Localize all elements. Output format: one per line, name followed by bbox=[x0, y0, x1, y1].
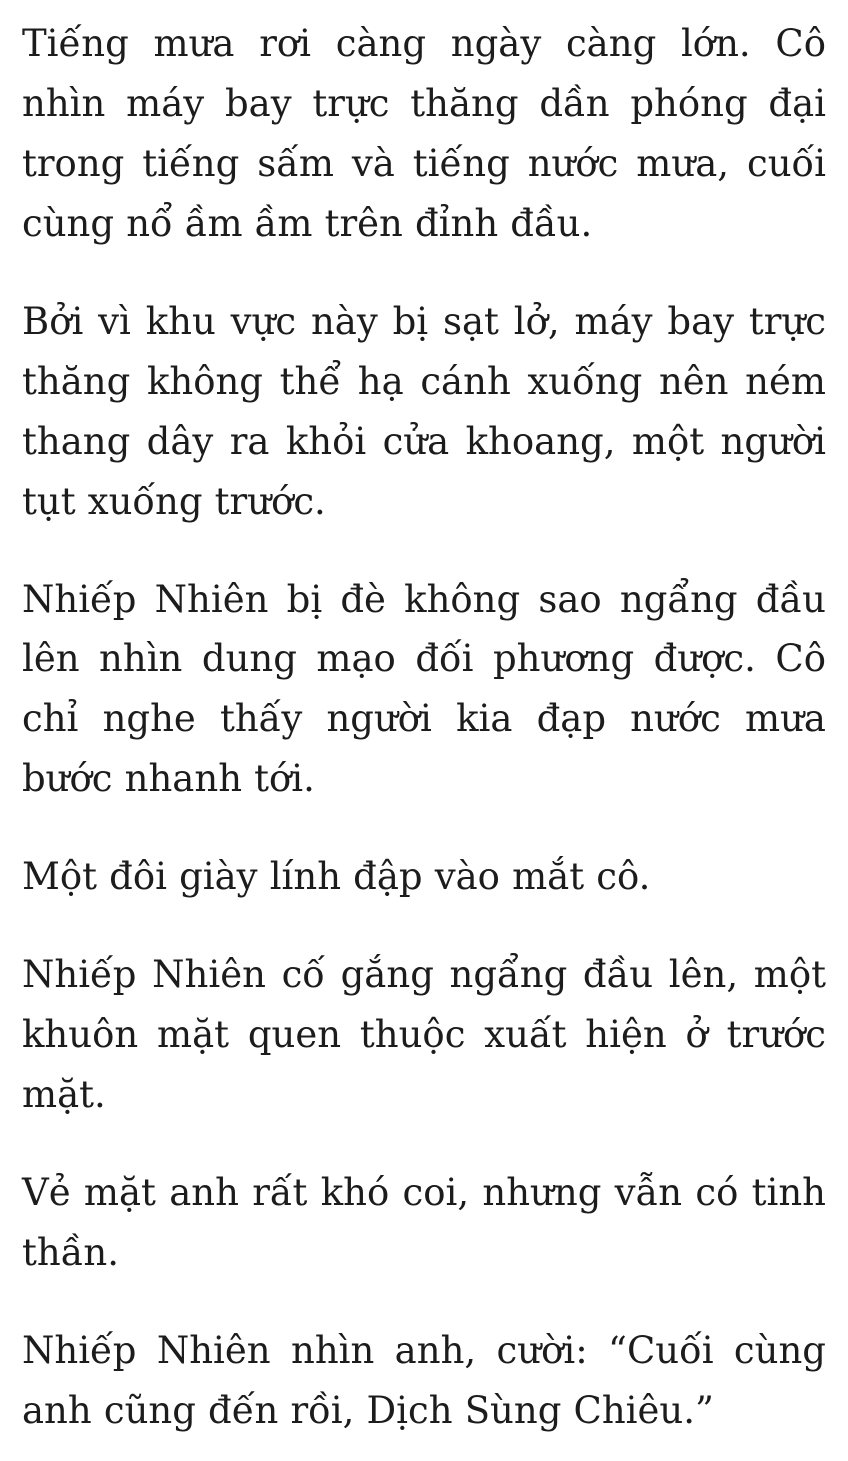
story-paragraph: Vẻ mặt anh rất khó coi, nhưng vẫn có tinh thần. bbox=[22, 1171, 826, 1274]
story-paragraph: Nhiếp Nhiên bị đè không sao ngẩng đầu lên nhìn dung mạo đối phương được. Cô chỉ nghe thấy người kia đạp nước mưa bước nhanh tới. bbox=[22, 577, 826, 801]
story-paragraph: Nhiếp Nhiên nhìn anh, cười: “Cuối cùng anh cũng đến rồi, Dịch Sùng Chiêu.” bbox=[22, 1328, 826, 1432]
story-paragraph: Nhiếp Nhiên cố gắng ngẩng đầu lên, một khuôn mặt quen thuộc xuất hiện ở trước mặt. bbox=[22, 953, 826, 1117]
story-paragraph: Tiếng mưa rơi càng ngày càng lớn. Cô nhìn máy bay trực thăng dần phóng đại trong tiếng sấm và tiếng nước mưa, cuối cùng nổ ầm ầm trên đỉnh đầu. bbox=[22, 22, 826, 245]
story-paragraph: Một đôi giày lính đập vào mắt cô. bbox=[22, 855, 651, 899]
story-paragraph: Bởi vì khu vực này bị sạt lở, máy bay trực thăng không thể hạ cánh xuống nên ném thang dây ra khỏi cửa khoang, một người tụt xuống trước. bbox=[22, 299, 826, 523]
